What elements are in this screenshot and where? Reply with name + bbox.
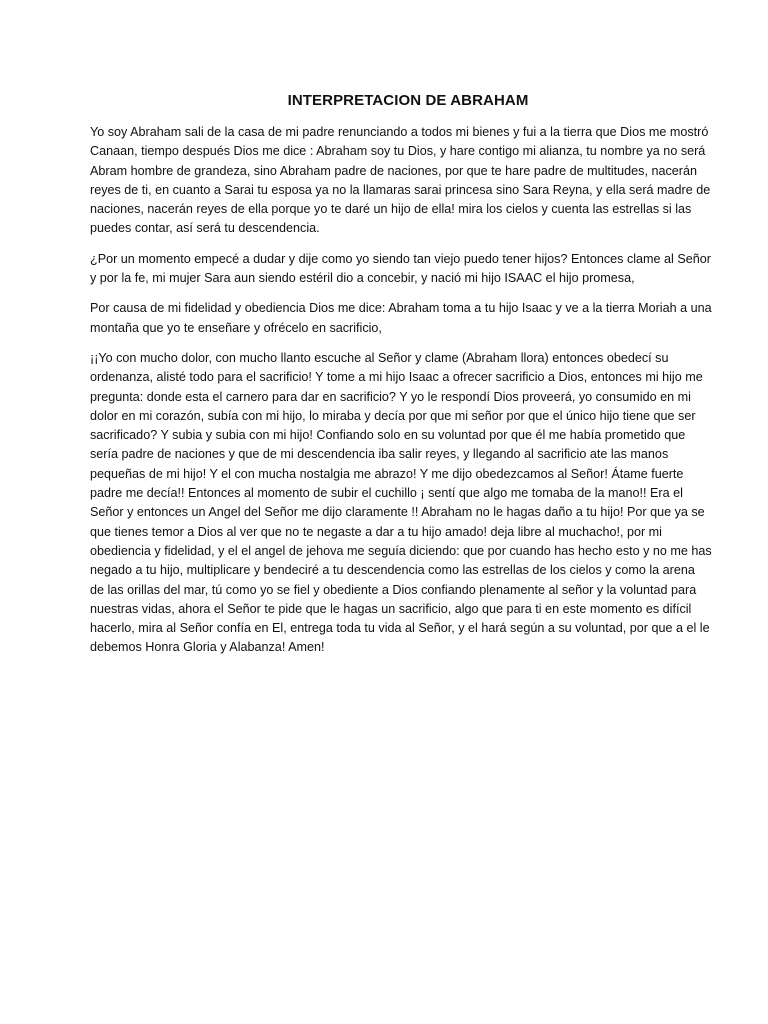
- document-title: INTERPRETACION DE ABRAHAM: [287, 92, 529, 109]
- paragraph-3: Por causa de mi fidelidad y obediencia Dios me dice: Abraham toma a tu hijo Isaac y ve a la tierra Moriah a una montaña que yo te enseñare y ofrécelo en sacrificio,: [90, 301, 712, 335]
- paragraph-1: Yo soy Abraham sali de la casa de mi padre renunciando a todos mi bienes y fui a la tierra que Dios me mostró Canaan, tiempo después Dios me dice : Abraham soy tu Dios, y hare contigo mi alianza, tu nombre ya no será Abram hombre de grandeza, sino Abraham padre de naciones, por que te hare padre de multitudes, nacerán reyes de ti, en cuanto a Sarai tu esposa ya no la llamaras sarai princesa sino Sara Reyna, y ella será madre de naciones, nacerán reyes de ella porque yo te daré un hijo de ella! mira los cielos y cuenta las estrellas si las puedes contar, así será tu descendencia.: [90, 125, 711, 236]
- paragraph-4: ¡¡Yo con mucho dolor, con mucho llanto escuche al Señor y clame (Abraham llora) entonces obedecí su ordenanza, alisté todo para el sacrificio! Y tome a mi hijo Isaac a ofrecer sacrificio a Dios, entonces mi hijo me pregunta: donde esta el carnero para dar en sacrificio? Y yo le respondí Dios proveerá, yo consumido en mi dolor en mi corazón, subía con mi hijo, lo miraba y decía por que mi señor por que el único hijo tiene que ser sacrificado? Y subia y subia con mi hijo! Confiando solo en su voluntad por que él me había prometido que sería padre de naciones y que de mi descendencia iba salir reyes, y llegando al sacrificio ate las manos pequeñas de mi hijo! Y el con mucha nostalgia me abrazo! Y me dijo obedezcamos al Señor! Átame fuerte padre me decía!! Entonces al momento de subir el cuchillo ¡ sentí que algo me tomaba de la mano!! Era el Señor y entonces un Angel del Señor me dijo claramente !! Abraham no le hagas daño a tu hijo! Por que ya se que tienes temor a Dios al ver que no te negaste a dar a tu hijo amado! deja libre al muchacho!, por mi obediencia y fidelidad, y el el angel de jehova me seguía diciendo: que por cuando has hecho esto y no me has negado a tu hijo, multiplicare y bendeciré a tu descendencia como las estrellas de los cielos y como la arena de las orillas del mar, tú como yo se fiel y obediente a Dios confiando plenamente al señor y la voluntad para nuestras vidas, ahora el Señor te pide que le hagas un sacrificio, algo que para ti en este momento es difícil hacerlo, mira al Señor confía en El, entrega toda tu vida al Señor, y el hará según a su voluntad, por que a el le debemos Honra Gloria y Alabanza! Amen!: [90, 350, 712, 655]
- paragraph-2: ¿Por un momento empecé a dudar y dije como yo siendo tan viejo puedo tener hijos? Entonces clame al Señor y por la fe, mi mujer Sara aun siendo estéril dio a concebir, y nació mi hijo ISAAC el hijo promesa,: [90, 251, 711, 286]
